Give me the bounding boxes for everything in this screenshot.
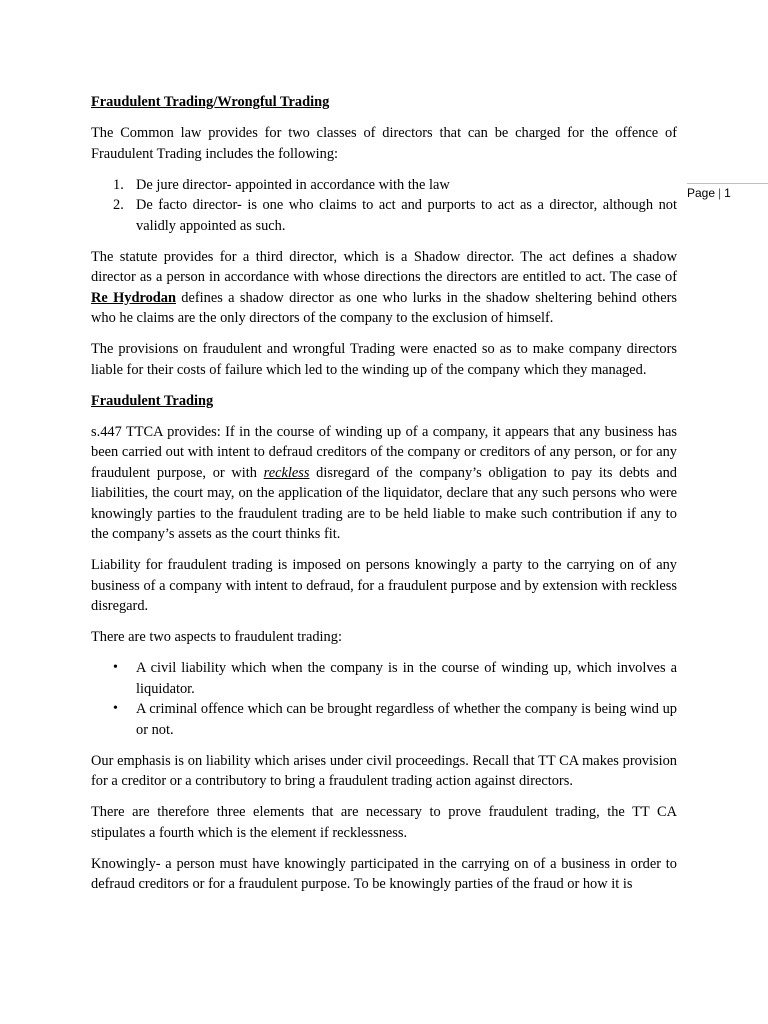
page-number: 1	[724, 186, 731, 200]
page-separator: |	[718, 186, 722, 200]
reckless-emphasis: reckless	[263, 464, 310, 481]
list-item-text: A criminal offence which can be brought regardless of whether the company is being wind up or not.	[136, 701, 677, 738]
s447-text-part1: s.447 TTCA provides: If in the course of winding up of a company, it appears that any business has been carried out with intent to defraud creditors of the company or creditors of any person, or for any fraudulent purpose, or with	[91, 423, 677, 481]
list-number: 2.	[113, 197, 124, 213]
bullet-icon: •	[113, 701, 118, 716]
aspects-list	[91, 658, 677, 740]
document-body	[91, 92, 677, 905]
shadow-text-part1: The statute provides for a third director, which is a Shadow director. The act defines a shadow director as a person in accordance with whose directions the directors are entitled to act. The case of	[91, 248, 677, 285]
list-item	[91, 195, 677, 236]
liability-paragraph: Liability for fraudulent trading is imposed on persons knowingly a party to the carrying on of any business of a company with intent to defraud, for a fraudulent purpose and by extension with reckless disregard.	[91, 557, 677, 614]
shadow-text-part2: defines a shadow director as one who lurks in the shadow sheltering behind others who he claims are the only directors of the company to the exclusion of himself.	[91, 289, 677, 326]
provisions-paragraph: The provisions on fraudulent and wrongful Trading were enacted so as to make company directors liable for their costs of failure which led to the winding up of the company which they managed.	[91, 341, 677, 378]
document-title: Fraudulent Trading/Wrongful Trading	[91, 94, 330, 110]
intro-paragraph: The Common law provides for two classes of directors that can be charged for the offence of Fraudulent Trading includes the following:	[91, 125, 677, 162]
list-item-text: A civil liability which when the company is in the course of winding up, which involves a liquidator.	[136, 660, 677, 697]
page-label: Page	[687, 186, 716, 200]
list-item	[91, 175, 677, 196]
aspects-intro-paragraph: There are two aspects to fraudulent trading:	[91, 629, 342, 645]
elements-paragraph: There are therefore three elements that are necessary to prove fraudulent trading, the TT CA stipulates a fourth which is the element if recklessness.	[91, 804, 677, 841]
knowingly-paragraph: Knowingly- a person must have knowingly participated in the carrying on of a business in order to defraud creditors or for a fraudulent purpose. To be knowingly parties of the fraud or how it is	[91, 855, 677, 892]
list-item	[91, 658, 677, 699]
bullet-icon: •	[113, 660, 118, 675]
page-number-header	[687, 183, 768, 200]
shadow-director-paragraph	[91, 247, 677, 329]
s447-text-part2: disregard of the company’s obligation to pay its debts and liabilities, the court may, on the application of the liquidator, declare that any such persons who were knowingly parties to the fraudulent trading are to be held liable to make such contribution if any to the company’s assets as the court thinks fit.	[91, 464, 677, 542]
list-item-text: De jure director- appointed in accordance with the law	[136, 176, 450, 193]
case-name-re-hydrodan: Re Hydrodan	[91, 289, 176, 306]
s447-paragraph	[91, 422, 677, 545]
list-item	[91, 699, 677, 740]
emphasis-paragraph: Our emphasis is on liability which arises under civil proceedings. Recall that TT CA makes provision for a creditor or a contributory to bring a fraudulent trading action against directors.	[91, 752, 677, 789]
list-item-text: De facto director- is one who claims to act and purports to act as a director, although not validly appointed as such.	[136, 197, 677, 234]
section-heading-fraudulent-trading: Fraudulent Trading	[91, 392, 214, 409]
director-classes-list	[91, 175, 677, 237]
list-number: 1.	[113, 176, 124, 193]
